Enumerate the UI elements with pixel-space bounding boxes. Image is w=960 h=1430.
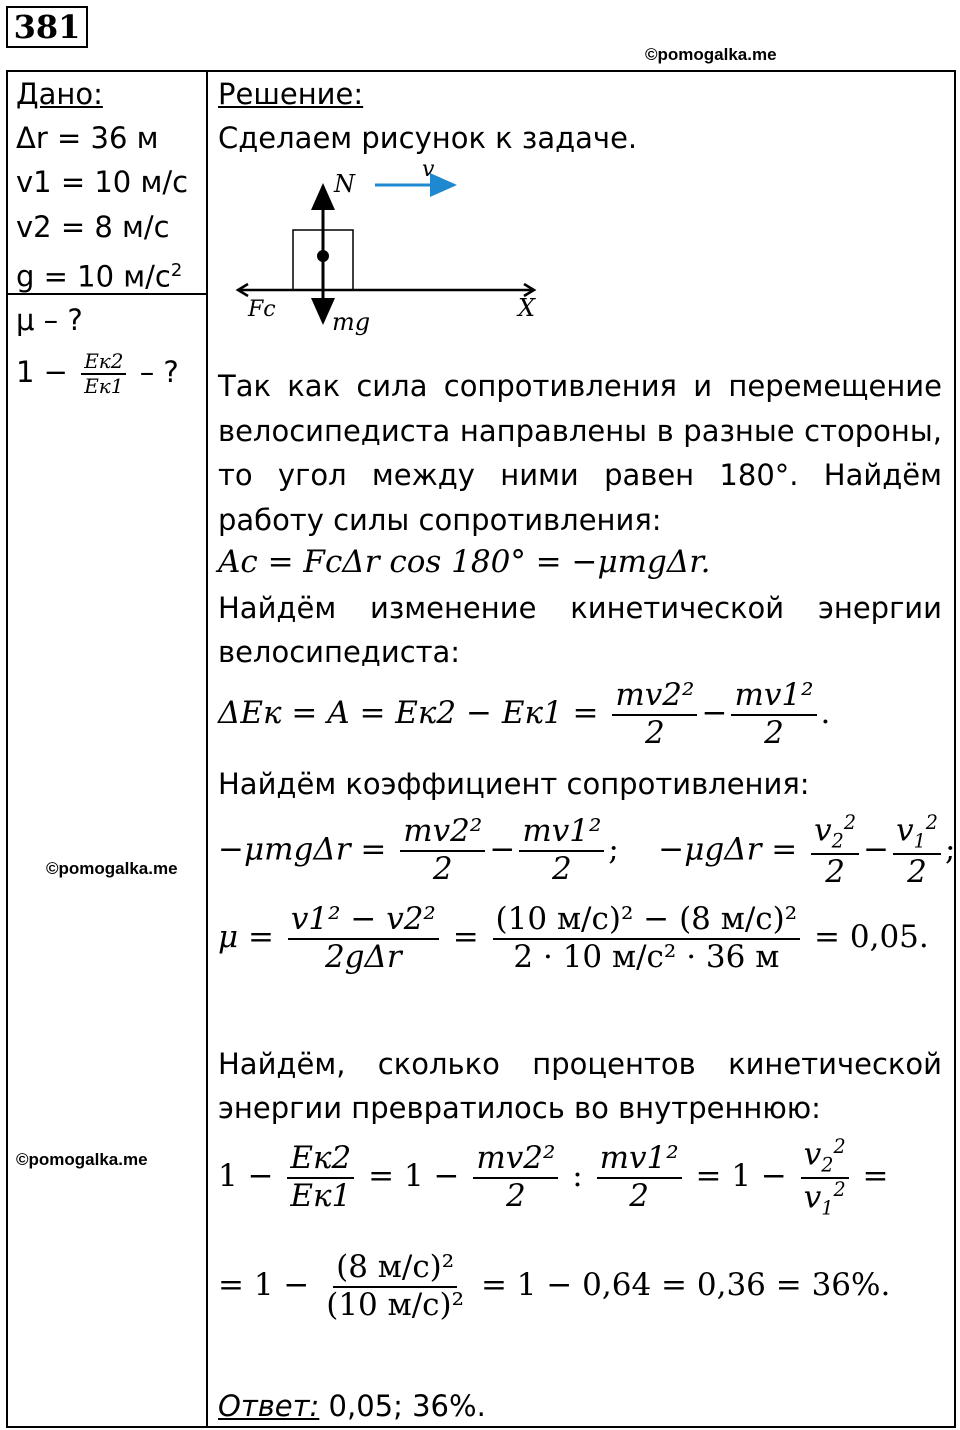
- label-v: v: [422, 158, 435, 182]
- energy-equation: ΔEк = A = Eк2 − Eк1 = $\frac{\text{mv2²}}{2}$ − $\frac{\text{mv1²}}{2}$ .: [218, 677, 831, 751]
- label-mg: mg: [332, 308, 371, 336]
- percent-equation-2: = 1 − $\frac{\text{(8 м/с)²}}{\text{(10 м/с)²}}$ = 1 − 0,64 = 0,36 = 36%.: [218, 1249, 891, 1323]
- solution-intro: Сделаем рисунок к задаче.: [218, 121, 638, 155]
- label-X: X: [518, 294, 536, 322]
- solution-title: Решение:: [218, 77, 364, 111]
- work-equation: Aс = FсΔr cos 180° = −μmgΔr.: [218, 544, 711, 580]
- given-item: Δr = 36 м: [16, 121, 159, 155]
- find-mu: μ – ?: [16, 303, 83, 337]
- given-item: v1 = 10 м/с: [16, 165, 189, 199]
- answer: Ответ: 0,05; 36%.: [218, 1389, 486, 1423]
- find-ratio: 1 − $\frac{Eк2}{Eк1}$ – ?: [16, 349, 179, 398]
- label-Fc: Fc: [248, 297, 276, 322]
- center-of-mass: [317, 250, 329, 262]
- paragraph-line: Найдём изменение кинетической энергии: [218, 591, 942, 625]
- given-item: v2 = 8 м/с: [16, 210, 170, 244]
- percent-equation-1: 1 − $\frac{Eк2}{Eк1}$ = 1 − $\frac{\text{mv2²}}{2}$ : $\frac{\text{mv1²}}{2}$ = 1 − $\frac{v_2^2}{v_1^2}$ =: [218, 1135, 889, 1220]
- problem-number: 381: [6, 6, 88, 48]
- paragraph-line: энергии превратилось во внутреннюю:: [218, 1091, 821, 1125]
- paragraph-line: Найдём, сколько процентов кинетической: [218, 1047, 942, 1081]
- watermark-bottom: ©pomogalka.me: [16, 1150, 148, 1169]
- given-title: Дано:: [16, 77, 103, 111]
- paragraph-line: Так как сила сопротивления и перемещение: [218, 369, 942, 403]
- mu-equation-2: μ = $\frac{\text{v1² − v2²}}{\text{2gΔr}}$ = $\frac{\text{(10 м/с)² − (8 м/с)²}}{\text{2 · 10 м/с² · 36 м}}$ = 0,05.: [218, 901, 929, 975]
- force-diagram: [230, 158, 550, 338]
- column-divider: [206, 70, 208, 1426]
- paragraph-line: Найдём коэффициент сопротивления:: [218, 767, 810, 801]
- watermark-top: ©pomogalka.me: [645, 45, 777, 64]
- paragraph-line: то угол между ними равен 180°. Найдём: [218, 458, 942, 492]
- paragraph-line: работу силы сопротивления:: [218, 503, 662, 537]
- mu-equation-1: −μmgΔr = $\frac{\text{mv2²}}{2}$ − $\frac{\text{mv1²}}{2}$ ; −μgΔr = $\frac{v_2^2}{2}$ − $\frac{v_1^2}{2}$ ;: [218, 811, 956, 890]
- label-N: N: [334, 170, 355, 198]
- paragraph-line: велосипедиста:: [218, 635, 461, 669]
- given-item: g = 10 $м/с^2$: [16, 259, 183, 294]
- watermark-middle: ©pomogalka.me: [46, 859, 178, 878]
- paragraph-line: велосипедиста направлены в разные стороны,: [218, 414, 942, 448]
